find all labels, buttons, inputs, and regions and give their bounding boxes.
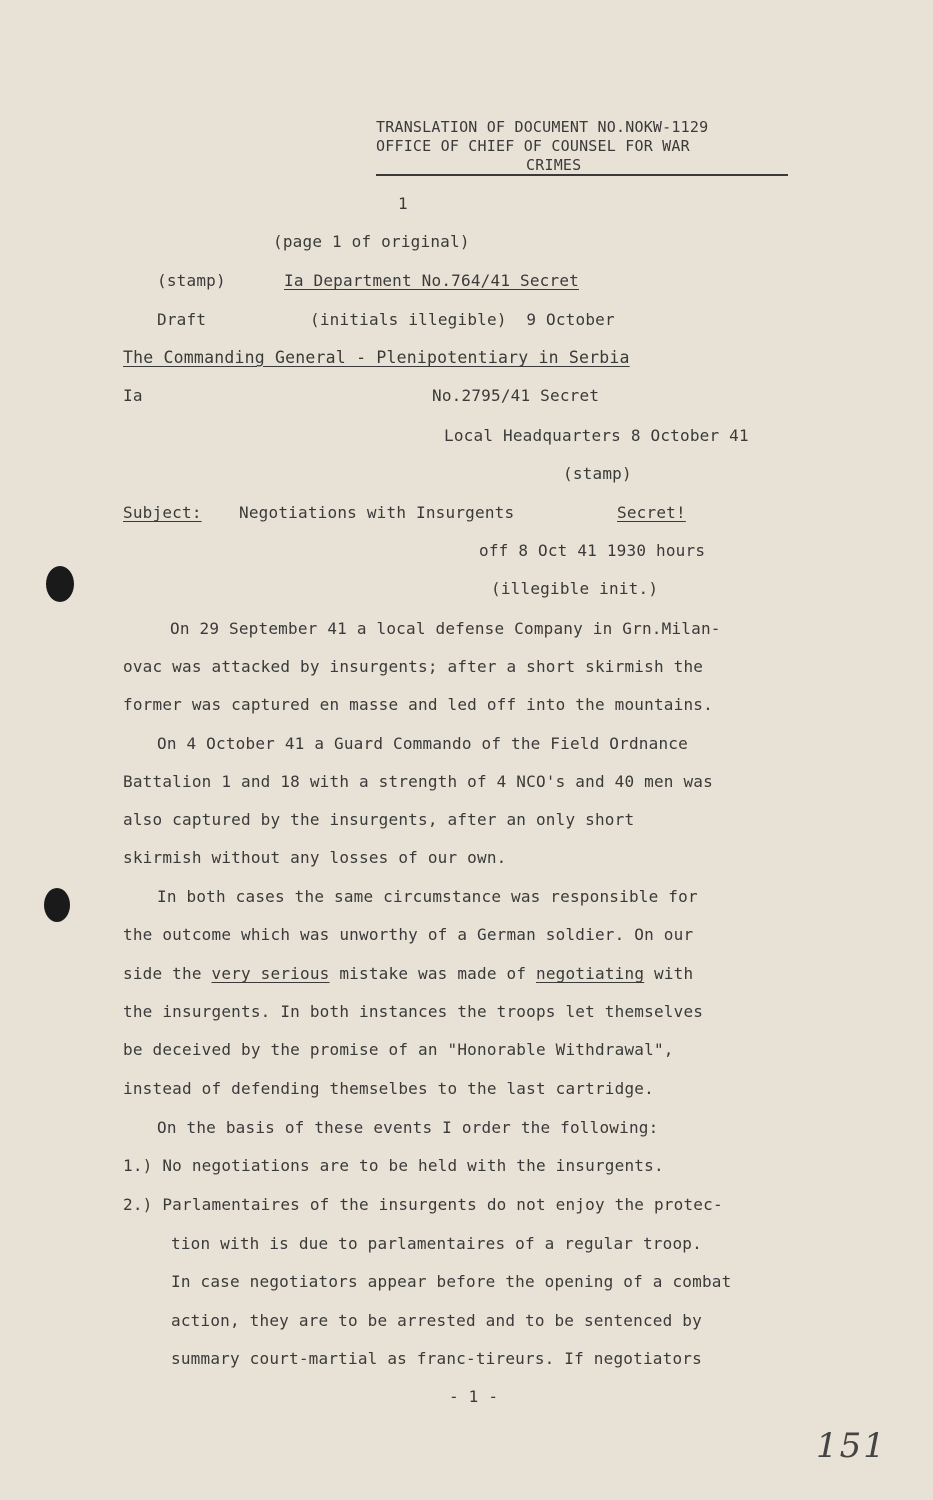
off-line: off 8 Oct 41 1930 hours	[479, 541, 706, 560]
folio-number: 151	[816, 1426, 887, 1466]
stamp-label: (stamp)	[157, 271, 226, 290]
init-line: (illegible init.)	[491, 579, 659, 598]
draft-label: Draft	[157, 310, 207, 329]
punch-hole-bottom	[44, 888, 70, 922]
punch-hole-top	[46, 566, 74, 602]
location-date: Local Headquarters 8 October 41	[444, 426, 749, 445]
order-item-1: 1.) No negotiations are to be held with the insurgents.	[123, 1156, 664, 1175]
stamp-text: Ia Department No.764/41 Secret	[284, 271, 579, 290]
ref-number: No.2795/41 Secret	[432, 386, 600, 405]
subject-label: Subject:	[123, 503, 202, 522]
page-footer: - 1 -	[449, 1387, 499, 1406]
emphasis-very-serious: very serious	[211, 964, 330, 983]
body-line-9: the outcome which was unworthy of a German soldier. On our	[123, 925, 694, 944]
header-line-2: OFFICE OF CHIEF OF COUNSEL FOR WAR	[376, 137, 690, 155]
ref-code: Ia	[123, 386, 143, 405]
secret-mark: Secret!	[617, 503, 686, 522]
body-line-11: the insurgents. In both instances the troops let themselves	[123, 1002, 704, 1021]
body-line-12: be deceived by the promise of an "Honorable Withdrawal",	[123, 1040, 674, 1059]
order-item-2: 2.) Parlamentaires of the insurgents do not enjoy the protec-	[123, 1195, 723, 1214]
subject-text: Negotiations with Insurgents	[239, 503, 515, 522]
body-line-8: In both cases the same circumstance was responsible for	[157, 887, 698, 906]
body-line-2: ovac was attacked by insurgents; after a short skirmish the	[123, 657, 704, 676]
order-item-2-cont-4: summary court-martial as franc-tireurs. If negotiators	[171, 1349, 702, 1368]
order-item-2-cont-1: tion with is due to parlamentaires of a regular troop.	[171, 1234, 702, 1253]
body-line-6: also captured by the insurgents, after an only short	[123, 810, 635, 829]
body-line-7: skirmish without any losses of our own.	[123, 848, 507, 867]
body-line-4: On 4 October 41 a Guard Commando of the Field Ordnance	[157, 734, 688, 753]
body-line-10-part-3: with	[644, 964, 694, 983]
header-rule	[376, 174, 788, 176]
body-line-3: former was captured en masse and led off into the mountains.	[123, 695, 713, 714]
body-line-13: instead of defending themselbes to the last cartridge.	[123, 1079, 654, 1098]
sender-line: The Commanding General - Plenipotentiary in Serbia	[123, 348, 630, 367]
order-item-2-cont-3: action, they are to be arrested and to be sentenced by	[171, 1311, 702, 1330]
stamp-2: (stamp)	[563, 464, 632, 483]
page-number-top: 1	[398, 194, 408, 213]
header-line-3: CRIMES	[526, 156, 582, 174]
order-item-2-cont-2: In case negotiators appear before the opening of a combat	[171, 1272, 732, 1291]
body-line-10	[123, 964, 693, 984]
draft-text: (initials illegible) 9 October	[310, 310, 615, 329]
header-line-1: TRANSLATION OF DOCUMENT NO.NOKW-1129	[376, 118, 709, 136]
body-line-10-part-2: mistake was made of	[329, 964, 536, 983]
body-line-10-part-1: side the	[123, 964, 212, 983]
page-note: (page 1 of original)	[273, 232, 470, 251]
body-line-1: On 29 September 41 a local defense Company in Grn.Milan-	[170, 619, 721, 638]
body-line-5: Battalion 1 and 18 with a strength of 4 NCO's and 40 men was	[123, 772, 713, 791]
emphasis-negotiating: negotiating	[536, 964, 645, 983]
body-line-14: On the basis of these events I order the following:	[157, 1118, 659, 1137]
